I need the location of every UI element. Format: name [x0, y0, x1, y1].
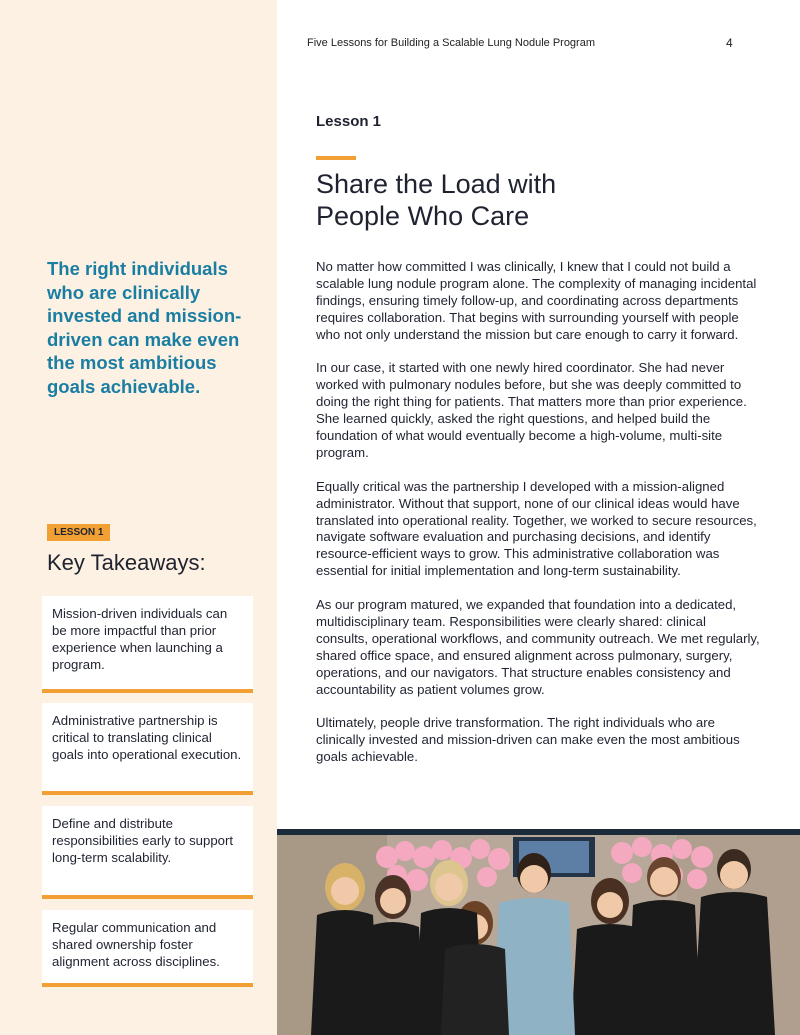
takeaway-text: Regular communication and shared ownership foster alignment across disciplines. [52, 920, 220, 969]
body-paragraph: No matter how committed I was clinically, I knew that I could not build a scalable lung nodule program alone. The complexity of managing incidental findings, ensuring timely follow-up, and coordinating across departments requires collaboration. That begins with surrounding yourself with people who not only understand the mission but care enough to carry it forward. [316, 259, 757, 342]
lesson-tag-badge: LESSON 1 [47, 524, 110, 541]
body-paragraph: Ultimately, people drive transformation. The right individuals who are clinically invested and mission-driven can make even the most ambitious goals achievable. [316, 715, 740, 765]
running-header: Five Lessons for Building a Scalable Lung Nodule Program [307, 37, 595, 49]
accent-bar [316, 156, 356, 160]
body-text [316, 259, 760, 783]
takeaway-text: Administrative partnership is critical to translating clinical goals into operational execution. [52, 713, 242, 762]
title-line-2: People Who Care [316, 201, 530, 231]
team-photo-illustration [277, 835, 800, 1035]
takeaways-heading: Key Takeaways: [47, 550, 206, 575]
title-line-1: Share the Load with [316, 169, 557, 199]
body-paragraph: In our case, it started with one newly hired coordinator. She had never worked with pulmonary nodules before, but she was deeply committed to doing the right thing for patients. That matters more than prior experience. She learned quickly, asked the right questions, and helped build the foundation of what would eventually become a high-volume, multi-site program. [316, 360, 747, 460]
takeaway-card [42, 806, 253, 899]
pull-quote: The right individuals who are clinically invested and mission-driven can make even the most ambitious goals achievable. [47, 258, 242, 397]
takeaway-card [42, 910, 253, 987]
page-number: 4 [726, 36, 733, 50]
takeaway-card [42, 596, 253, 693]
takeaway-text: Define and distribute responsibilities early to support long-term scalability. [52, 816, 234, 865]
lesson-label: Lesson 1 [316, 113, 382, 130]
page-title [316, 168, 736, 232]
takeaway-card [42, 703, 253, 795]
body-paragraph: As our program matured, we expanded that foundation into a dedicated, multidisciplinary team. Responsibilities were clearly shared: clinical consults, operational workflows, and community outreach. We met regularly, shared office space, and ensured alignment across pulmonary, surgery, operations, and our navigators. That structure enables consistency and accountability as patient volumes grow. [316, 597, 760, 697]
team-photo [277, 835, 800, 1035]
body-paragraph: Equally critical was the partnership I developed with a mission-aligned administrator. Without that support, none of our clinical ideas would have translated into operational reality. Together, we worked to secure resources, navigate software evaluation and purchasing decisions, and identify resource-efficient ways to grow. This administrative collaboration was essential for initial implementation and long-term sustainability. [316, 478, 757, 579]
takeaway-text: Mission-driven individuals can be more impactful than prior experience when launching a program. [52, 606, 228, 672]
